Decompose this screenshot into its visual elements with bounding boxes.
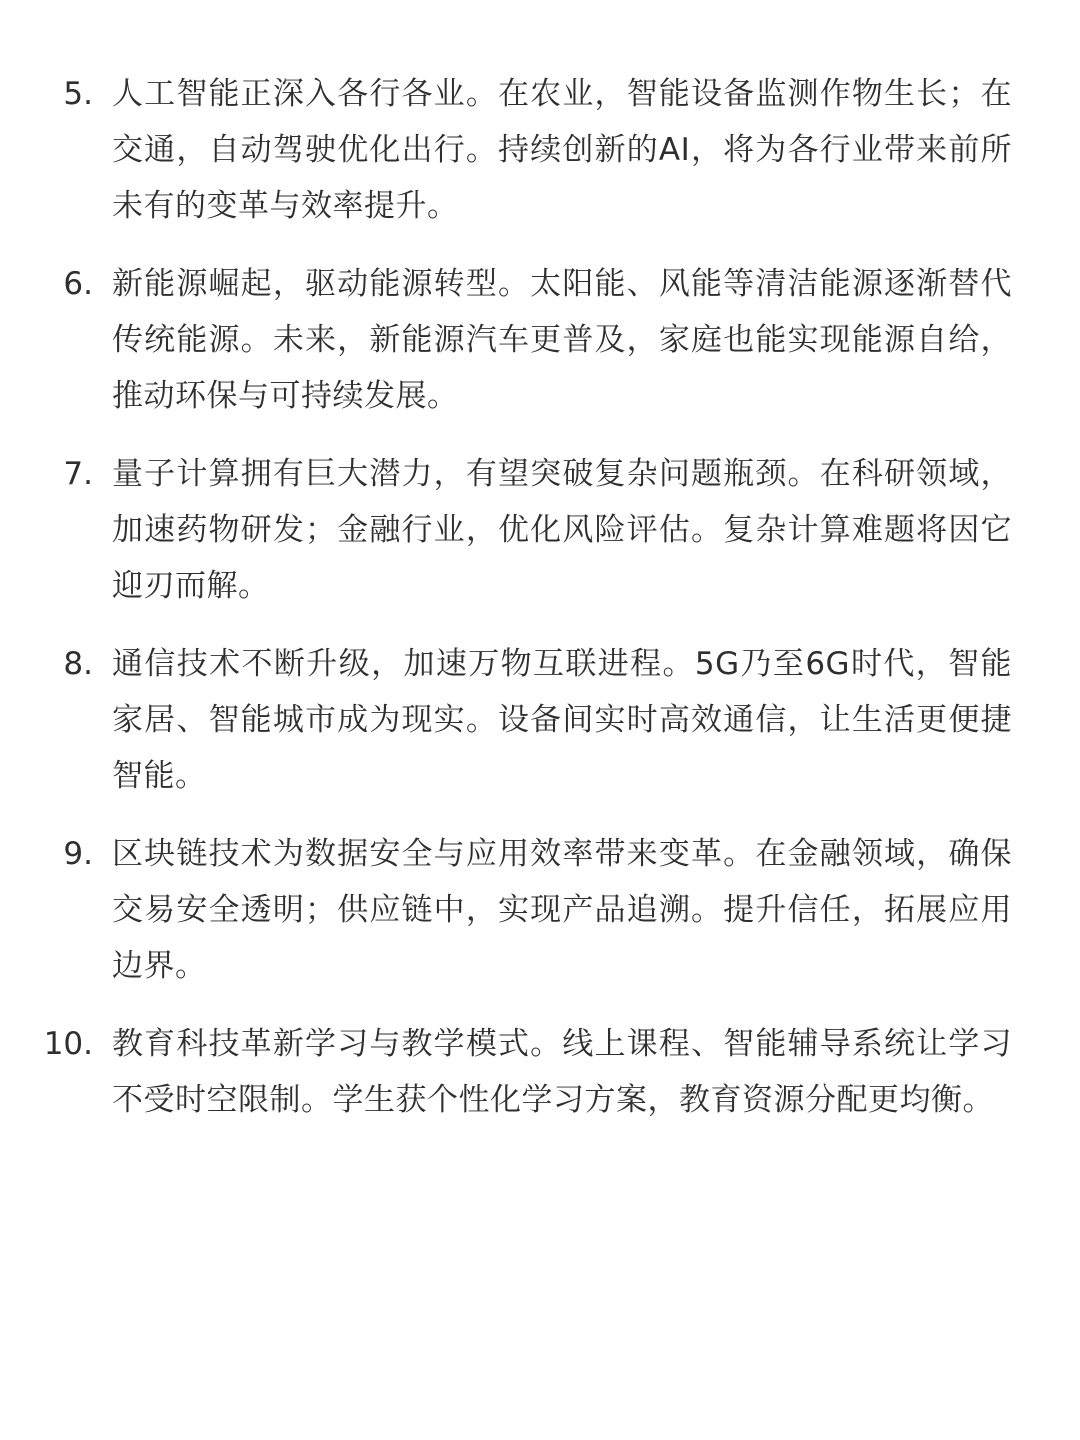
item-text: 新能源崛起，驱动能源转型。太阳能、风能等清洁能源逐渐替代传统能源。未来，新能源汽车更普及，家庭也能实现能源自给，推动环保与可持续发展。 [112,266,1012,414]
list-item [0,1016,1080,1128]
item-number: 5. [63,76,93,112]
item-text: 量子计算拥有巨大潜力，有望突破复杂问题瓶颈。在科研领域，加速药物研发；金融行业，优化风险评估。复杂计算难题将因它迎刃而解。 [112,456,1012,604]
item-number: 6. [63,266,93,302]
item-number: 8. [63,646,93,682]
item-text: 通信技术不断升级，加速万物互联进程。5G乃至6G时代，智能家居、智能城市成为现实。设备间实时高效通信，让生活更便捷智能。 [112,646,1012,794]
item-text: 人工智能正深入各行各业。在农业，智能设备监测作物生长；在交通，自动驾驶优化出行。持续创新的AI，将为各行业带来前所未有的变革与效率提升。 [112,76,1012,224]
list-item [0,66,1080,234]
list-item [0,256,1080,424]
item-number: 10. [43,1026,93,1062]
item-text: 教育科技革新学习与教学模式。线上课程、智能辅导系统让学习不受时空限制。学生获个性化学习方案，教育资源分配更均衡。 [112,1026,1012,1118]
list-item [0,826,1080,994]
item-text: 区块链技术为数据安全与应用效率带来变革。在金融领域，确保交易安全透明；供应链中，实现产品追溯。提升信任，拓展应用边界。 [112,836,1012,984]
list-item [0,636,1080,804]
item-number: 7. [63,456,93,492]
numbered-list [0,66,1080,1150]
item-number: 9. [63,836,93,872]
list-item [0,446,1080,614]
